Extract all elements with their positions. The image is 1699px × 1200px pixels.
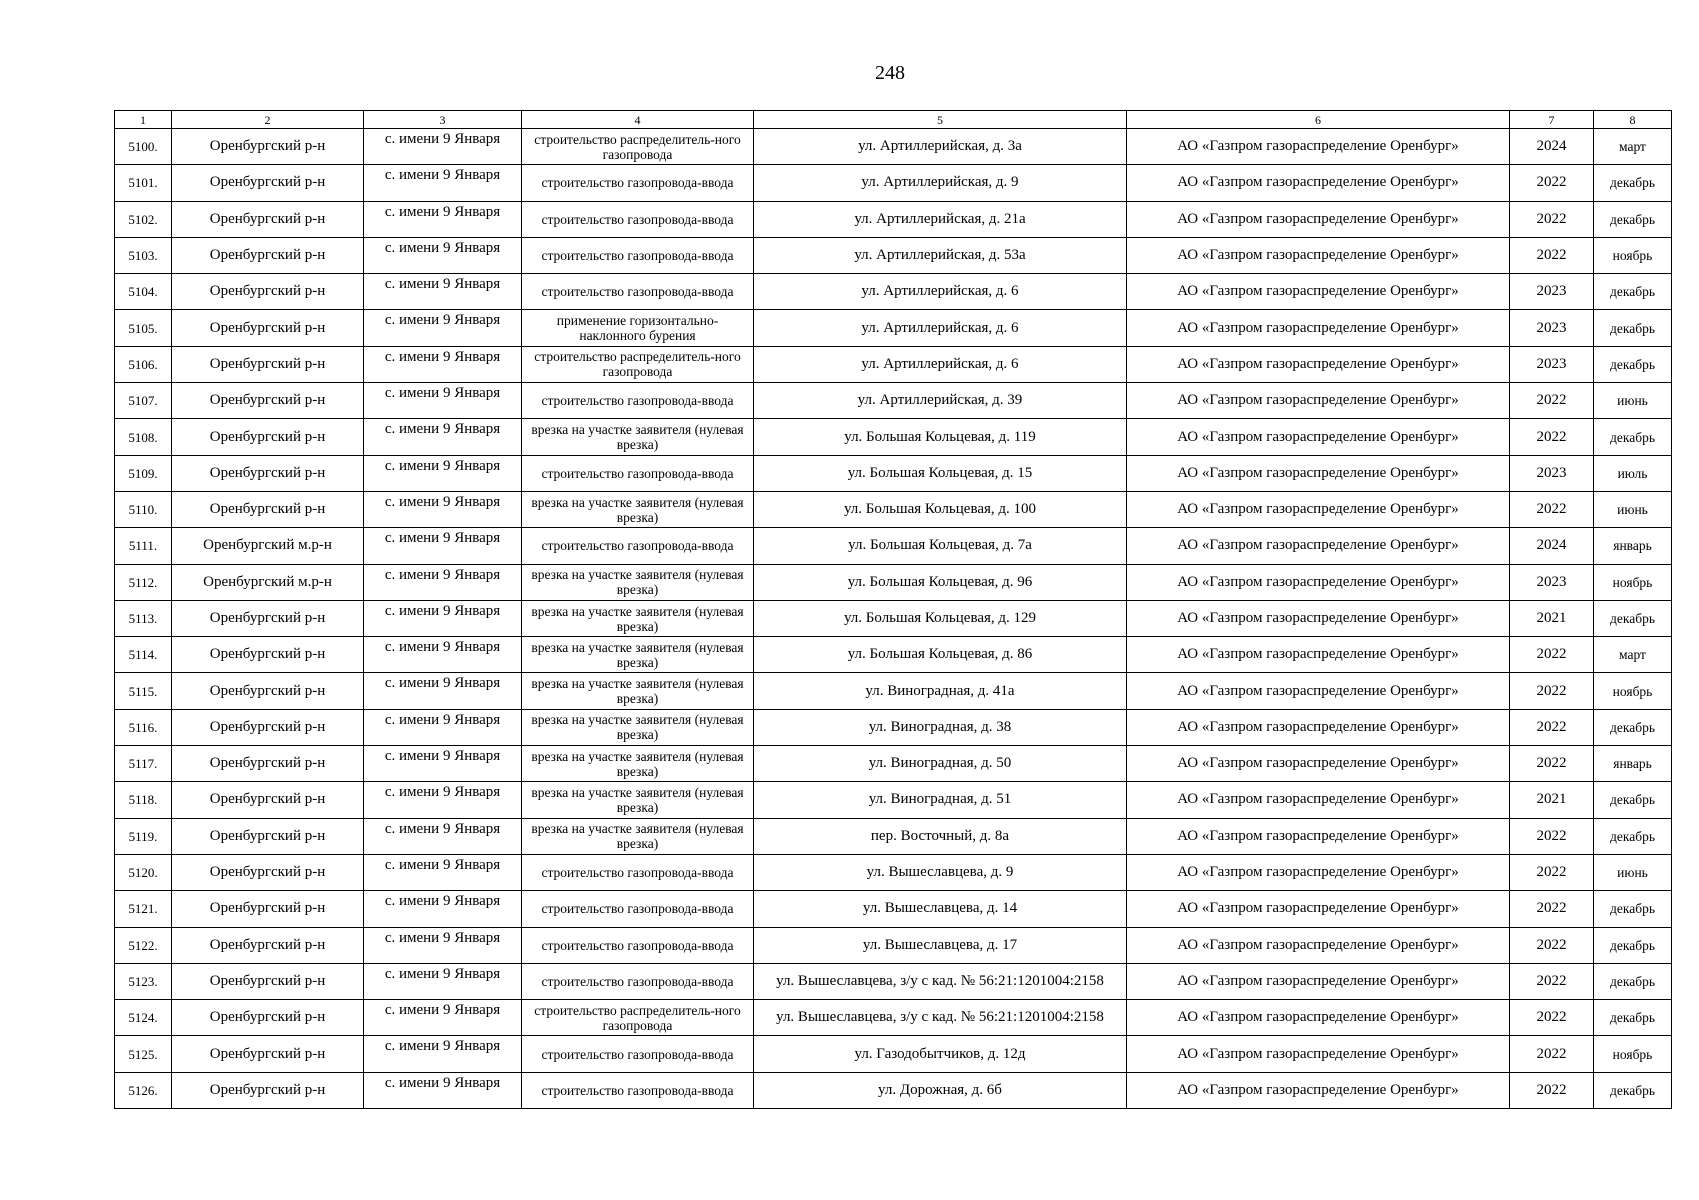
- row-number: 5109.: [115, 455, 172, 491]
- organization-cell: АО «Газпром газораспределение Оренбург»: [1127, 310, 1510, 346]
- table-row: [115, 201, 1672, 237]
- settlement-cell: с. имени 9 Января: [364, 1072, 522, 1108]
- table-row: [115, 310, 1672, 346]
- column-header: 7: [1510, 111, 1594, 129]
- work-type-cell: врезка на участке заявителя (нулевая врезка): [522, 419, 754, 455]
- year-cell: 2022: [1510, 673, 1594, 709]
- address-cell: ул. Виноградная, д. 51: [754, 782, 1127, 818]
- address-cell: ул. Вышеславцева, з/у с кад. № 56:21:1201004:2158: [754, 1000, 1127, 1036]
- address-cell: пер. Восточный, д. 8а: [754, 818, 1127, 854]
- work-type-cell: строительство газопровода-ввода: [522, 274, 754, 310]
- work-type-cell: врезка на участке заявителя (нулевая врезка): [522, 709, 754, 745]
- address-cell: ул. Артиллерийская, д. 6: [754, 274, 1127, 310]
- settlement-cell: с. имени 9 Января: [364, 746, 522, 782]
- address-cell: ул. Виноградная, д. 50: [754, 746, 1127, 782]
- month-cell: декабрь: [1594, 346, 1672, 382]
- row-number: 5125.: [115, 1036, 172, 1072]
- month-cell: ноябрь: [1594, 673, 1672, 709]
- organization-cell: АО «Газпром газораспределение Оренбург»: [1127, 637, 1510, 673]
- address-cell: ул. Большая Кольцевая, д. 100: [754, 491, 1127, 527]
- address-cell: ул. Артиллерийская, д. 53а: [754, 237, 1127, 273]
- work-type-cell: строительство газопровода-ввода: [522, 237, 754, 273]
- district-cell: Оренбургский р-н: [172, 963, 364, 999]
- table-row: [115, 782, 1672, 818]
- year-cell: 2022: [1510, 1036, 1594, 1072]
- settlement-cell: с. имени 9 Января: [364, 600, 522, 636]
- row-number: 5119.: [115, 818, 172, 854]
- district-cell: Оренбургский р-н: [172, 891, 364, 927]
- year-cell: 2022: [1510, 201, 1594, 237]
- year-cell: 2022: [1510, 237, 1594, 273]
- district-cell: Оренбургский р-н: [172, 709, 364, 745]
- month-cell: март: [1594, 637, 1672, 673]
- year-cell: 2022: [1510, 1000, 1594, 1036]
- month-cell: март: [1594, 129, 1672, 165]
- organization-cell: АО «Газпром газораспределение Оренбург»: [1127, 201, 1510, 237]
- table-row: [115, 419, 1672, 455]
- column-header: 3: [364, 111, 522, 129]
- month-cell: декабрь: [1594, 782, 1672, 818]
- address-cell: ул. Большая Кольцевая, д. 15: [754, 455, 1127, 491]
- month-cell: декабрь: [1594, 963, 1672, 999]
- district-cell: Оренбургский р-н: [172, 673, 364, 709]
- settlement-cell: с. имени 9 Января: [364, 818, 522, 854]
- month-cell: ноябрь: [1594, 564, 1672, 600]
- work-type-cell: строительство газопровода-ввода: [522, 1072, 754, 1108]
- district-cell: Оренбургский р-н: [172, 346, 364, 382]
- work-type-cell: строительство газопровода-ввода: [522, 854, 754, 890]
- row-number: 5105.: [115, 310, 172, 346]
- district-cell: Оренбургский р-н: [172, 310, 364, 346]
- work-type-cell: строительство распределитель-ного газопровода: [522, 129, 754, 165]
- address-cell: ул. Артиллерийская, д. 6: [754, 346, 1127, 382]
- district-cell: Оренбургский р-н: [172, 383, 364, 419]
- table-row: [115, 818, 1672, 854]
- month-cell: январь: [1594, 746, 1672, 782]
- settlement-cell: с. имени 9 Января: [364, 491, 522, 527]
- table-row: [115, 528, 1672, 564]
- year-cell: 2022: [1510, 383, 1594, 419]
- work-type-cell: строительство распределитель-ного газопровода: [522, 346, 754, 382]
- address-cell: ул. Артиллерийская, д. 39: [754, 383, 1127, 419]
- work-type-cell: врезка на участке заявителя (нулевая врезка): [522, 491, 754, 527]
- settlement-cell: с. имени 9 Января: [364, 673, 522, 709]
- work-type-cell: врезка на участке заявителя (нулевая врезка): [522, 600, 754, 636]
- address-cell: ул. Виноградная, д. 38: [754, 709, 1127, 745]
- district-cell: Оренбургский р-н: [172, 419, 364, 455]
- organization-cell: АО «Газпром газораспределение Оренбург»: [1127, 237, 1510, 273]
- district-cell: Оренбургский р-н: [172, 201, 364, 237]
- district-cell: Оренбургский р-н: [172, 818, 364, 854]
- year-cell: 2022: [1510, 419, 1594, 455]
- work-type-cell: применение горизонтально-наклонного бурения: [522, 310, 754, 346]
- table-row: [115, 1036, 1672, 1072]
- settlement-cell: с. имени 9 Января: [364, 891, 522, 927]
- work-type-cell: врезка на участке заявителя (нулевая врезка): [522, 637, 754, 673]
- organization-cell: АО «Газпром газораспределение Оренбург»: [1127, 455, 1510, 491]
- address-cell: ул. Артиллерийская, д. 6: [754, 310, 1127, 346]
- row-number: 5114.: [115, 637, 172, 673]
- district-cell: Оренбургский р-н: [172, 129, 364, 165]
- district-cell: Оренбургский р-н: [172, 1000, 364, 1036]
- address-cell: ул. Артиллерийская, д. 9: [754, 165, 1127, 201]
- table-row: [115, 491, 1672, 527]
- table-row: [115, 1000, 1672, 1036]
- table-row: [115, 346, 1672, 382]
- organization-cell: АО «Газпром газораспределение Оренбург»: [1127, 782, 1510, 818]
- month-cell: декабрь: [1594, 818, 1672, 854]
- year-cell: 2022: [1510, 491, 1594, 527]
- year-cell: 2022: [1510, 927, 1594, 963]
- year-cell: 2023: [1510, 564, 1594, 600]
- district-cell: Оренбургский р-н: [172, 927, 364, 963]
- work-type-cell: строительство газопровода-ввода: [522, 165, 754, 201]
- district-cell: Оренбургский р-н: [172, 274, 364, 310]
- row-number: 5100.: [115, 129, 172, 165]
- address-cell: ул. Вышеславцева, з/у с кад. № 56:21:1201004:2158: [754, 963, 1127, 999]
- address-cell: ул. Артиллерийская, д. 3а: [754, 129, 1127, 165]
- year-cell: 2023: [1510, 310, 1594, 346]
- organization-cell: АО «Газпром газораспределение Оренбург»: [1127, 491, 1510, 527]
- column-header: 6: [1127, 111, 1510, 129]
- column-header: 5: [754, 111, 1127, 129]
- table-row: [115, 854, 1672, 890]
- month-cell: декабрь: [1594, 201, 1672, 237]
- settlement-cell: с. имени 9 Января: [364, 1036, 522, 1072]
- table-row: [115, 637, 1672, 673]
- month-cell: ноябрь: [1594, 237, 1672, 273]
- settlement-cell: с. имени 9 Января: [364, 963, 522, 999]
- row-number: 5113.: [115, 600, 172, 636]
- table-row: [115, 927, 1672, 963]
- work-type-cell: строительство газопровода-ввода: [522, 383, 754, 419]
- month-cell: июнь: [1594, 491, 1672, 527]
- address-cell: ул. Большая Кольцевая, д. 129: [754, 600, 1127, 636]
- year-cell: 2021: [1510, 600, 1594, 636]
- row-number: 5108.: [115, 419, 172, 455]
- year-cell: 2024: [1510, 528, 1594, 564]
- settlement-cell: с. имени 9 Января: [364, 383, 522, 419]
- organization-cell: АО «Газпром газораспределение Оренбург»: [1127, 600, 1510, 636]
- row-number: 5115.: [115, 673, 172, 709]
- address-cell: ул. Большая Кольцевая, д. 96: [754, 564, 1127, 600]
- year-cell: 2022: [1510, 854, 1594, 890]
- address-cell: ул. Вышеславцева, д. 9: [754, 854, 1127, 890]
- settlement-cell: с. имени 9 Января: [364, 854, 522, 890]
- month-cell: декабрь: [1594, 709, 1672, 745]
- organization-cell: АО «Газпром газораспределение Оренбург»: [1127, 346, 1510, 382]
- organization-cell: АО «Газпром газораспределение Оренбург»: [1127, 1000, 1510, 1036]
- row-number: 5102.: [115, 201, 172, 237]
- row-number: 5107.: [115, 383, 172, 419]
- table-row: [115, 165, 1672, 201]
- work-type-cell: строительство газопровода-ввода: [522, 1036, 754, 1072]
- gasification-table: [114, 110, 1672, 1109]
- settlement-cell: с. имени 9 Января: [364, 346, 522, 382]
- district-cell: Оренбургский р-н: [172, 1036, 364, 1072]
- year-cell: 2022: [1510, 891, 1594, 927]
- organization-cell: АО «Газпром газораспределение Оренбург»: [1127, 818, 1510, 854]
- district-cell: Оренбургский м.р-н: [172, 528, 364, 564]
- district-cell: Оренбургский р-н: [172, 455, 364, 491]
- row-number: 5112.: [115, 564, 172, 600]
- settlement-cell: с. имени 9 Января: [364, 1000, 522, 1036]
- row-number: 5101.: [115, 165, 172, 201]
- district-cell: Оренбургский р-н: [172, 637, 364, 673]
- settlement-cell: с. имени 9 Января: [364, 201, 522, 237]
- table-row: [115, 1072, 1672, 1108]
- row-number: 5104.: [115, 274, 172, 310]
- year-cell: 2024: [1510, 129, 1594, 165]
- organization-cell: АО «Газпром газораспределение Оренбург»: [1127, 963, 1510, 999]
- work-type-cell: строительство газопровода-ввода: [522, 963, 754, 999]
- work-type-cell: врезка на участке заявителя (нулевая врезка): [522, 818, 754, 854]
- settlement-cell: с. имени 9 Января: [364, 419, 522, 455]
- row-number: 5106.: [115, 346, 172, 382]
- table-row: [115, 709, 1672, 745]
- address-cell: ул. Большая Кольцевая, д. 86: [754, 637, 1127, 673]
- settlement-cell: с. имени 9 Января: [364, 237, 522, 273]
- row-number: 5122.: [115, 927, 172, 963]
- work-type-cell: строительство распределитель-ного газопровода: [522, 1000, 754, 1036]
- table-row: [115, 455, 1672, 491]
- year-cell: 2023: [1510, 346, 1594, 382]
- address-cell: ул. Вышеславцева, д. 14: [754, 891, 1127, 927]
- district-cell: Оренбургский р-н: [172, 1072, 364, 1108]
- address-cell: ул. Артиллерийская, д. 21а: [754, 201, 1127, 237]
- row-number: 5124.: [115, 1000, 172, 1036]
- month-cell: январь: [1594, 528, 1672, 564]
- settlement-cell: с. имени 9 Января: [364, 129, 522, 165]
- organization-cell: АО «Газпром газораспределение Оренбург»: [1127, 564, 1510, 600]
- month-cell: июнь: [1594, 854, 1672, 890]
- table-row: [115, 564, 1672, 600]
- district-cell: Оренбургский р-н: [172, 782, 364, 818]
- column-header: 4: [522, 111, 754, 129]
- year-cell: 2022: [1510, 746, 1594, 782]
- row-number: 5103.: [115, 237, 172, 273]
- year-cell: 2022: [1510, 637, 1594, 673]
- row-number: 5118.: [115, 782, 172, 818]
- month-cell: декабрь: [1594, 274, 1672, 310]
- table-row: [115, 274, 1672, 310]
- month-cell: декабрь: [1594, 1072, 1672, 1108]
- row-number: 5110.: [115, 491, 172, 527]
- page-number: 248: [875, 62, 905, 84]
- table-row: [115, 129, 1672, 165]
- district-cell: Оренбургский м.р-н: [172, 564, 364, 600]
- column-header: 2: [172, 111, 364, 129]
- work-type-cell: строительство газопровода-ввода: [522, 528, 754, 564]
- district-cell: Оренбургский р-н: [172, 237, 364, 273]
- row-number: 5120.: [115, 854, 172, 890]
- organization-cell: АО «Газпром газораспределение Оренбург»: [1127, 129, 1510, 165]
- organization-cell: АО «Газпром газораспределение Оренбург»: [1127, 854, 1510, 890]
- organization-cell: АО «Газпром газораспределение Оренбург»: [1127, 927, 1510, 963]
- organization-cell: АО «Газпром газораспределение Оренбург»: [1127, 165, 1510, 201]
- work-type-cell: строительство газопровода-ввода: [522, 201, 754, 237]
- row-number: 5117.: [115, 746, 172, 782]
- settlement-cell: с. имени 9 Января: [364, 564, 522, 600]
- work-type-cell: врезка на участке заявителя (нулевая врезка): [522, 564, 754, 600]
- row-number: 5123.: [115, 963, 172, 999]
- work-type-cell: строительство газопровода-ввода: [522, 455, 754, 491]
- organization-cell: АО «Газпром газораспределение Оренбург»: [1127, 709, 1510, 745]
- organization-cell: АО «Газпром газораспределение Оренбург»: [1127, 419, 1510, 455]
- year-cell: 2022: [1510, 165, 1594, 201]
- row-number: 5121.: [115, 891, 172, 927]
- settlement-cell: с. имени 9 Января: [364, 455, 522, 491]
- row-number: 5116.: [115, 709, 172, 745]
- header-row: [115, 111, 1672, 129]
- month-cell: декабрь: [1594, 310, 1672, 346]
- settlement-cell: с. имени 9 Января: [364, 310, 522, 346]
- table-row: [115, 891, 1672, 927]
- district-cell: Оренбургский р-н: [172, 854, 364, 890]
- work-type-cell: строительство газопровода-ввода: [522, 891, 754, 927]
- work-type-cell: строительство газопровода-ввода: [522, 927, 754, 963]
- table-row: [115, 237, 1672, 273]
- year-cell: 2022: [1510, 1072, 1594, 1108]
- table-row: [115, 746, 1672, 782]
- year-cell: 2022: [1510, 709, 1594, 745]
- settlement-cell: с. имени 9 Января: [364, 165, 522, 201]
- month-cell: декабрь: [1594, 419, 1672, 455]
- address-cell: ул. Большая Кольцевая, д. 7а: [754, 528, 1127, 564]
- month-cell: декабрь: [1594, 1000, 1672, 1036]
- month-cell: июнь: [1594, 383, 1672, 419]
- organization-cell: АО «Газпром газораспределение Оренбург»: [1127, 1036, 1510, 1072]
- settlement-cell: с. имени 9 Января: [364, 274, 522, 310]
- year-cell: 2023: [1510, 274, 1594, 310]
- district-cell: Оренбургский р-н: [172, 746, 364, 782]
- organization-cell: АО «Газпром газораспределение Оренбург»: [1127, 1072, 1510, 1108]
- month-cell: декабрь: [1594, 165, 1672, 201]
- work-type-cell: врезка на участке заявителя (нулевая врезка): [522, 782, 754, 818]
- column-header: 8: [1594, 111, 1672, 129]
- month-cell: декабрь: [1594, 927, 1672, 963]
- organization-cell: АО «Газпром газораспределение Оренбург»: [1127, 528, 1510, 564]
- year-cell: 2022: [1510, 818, 1594, 854]
- district-cell: Оренбургский р-н: [172, 491, 364, 527]
- month-cell: июль: [1594, 455, 1672, 491]
- table-row: [115, 600, 1672, 636]
- year-cell: 2021: [1510, 782, 1594, 818]
- month-cell: декабрь: [1594, 891, 1672, 927]
- month-cell: ноябрь: [1594, 1036, 1672, 1072]
- district-cell: Оренбургский р-н: [172, 165, 364, 201]
- table-row: [115, 673, 1672, 709]
- organization-cell: АО «Газпром газораспределение Оренбург»: [1127, 746, 1510, 782]
- address-cell: ул. Большая Кольцевая, д. 119: [754, 419, 1127, 455]
- address-cell: ул. Вышеславцева, д. 17: [754, 927, 1127, 963]
- settlement-cell: с. имени 9 Января: [364, 637, 522, 673]
- year-cell: 2022: [1510, 963, 1594, 999]
- organization-cell: АО «Газпром газораспределение Оренбург»: [1127, 673, 1510, 709]
- table-row: [115, 963, 1672, 999]
- work-type-cell: врезка на участке заявителя (нулевая врезка): [522, 746, 754, 782]
- address-cell: ул. Газодобытчиков, д. 12д: [754, 1036, 1127, 1072]
- year-cell: 2023: [1510, 455, 1594, 491]
- row-number: 5126.: [115, 1072, 172, 1108]
- settlement-cell: с. имени 9 Января: [364, 528, 522, 564]
- organization-cell: АО «Газпром газораспределение Оренбург»: [1127, 891, 1510, 927]
- work-type-cell: врезка на участке заявителя (нулевая врезка): [522, 673, 754, 709]
- settlement-cell: с. имени 9 Января: [364, 782, 522, 818]
- settlement-cell: с. имени 9 Января: [364, 927, 522, 963]
- organization-cell: АО «Газпром газораспределение Оренбург»: [1127, 383, 1510, 419]
- row-number: 5111.: [115, 528, 172, 564]
- month-cell: декабрь: [1594, 600, 1672, 636]
- district-cell: Оренбургский р-н: [172, 600, 364, 636]
- table-row: [115, 383, 1672, 419]
- organization-cell: АО «Газпром газораспределение Оренбург»: [1127, 274, 1510, 310]
- column-header: 1: [115, 111, 172, 129]
- address-cell: ул. Виноградная, д. 41а: [754, 673, 1127, 709]
- settlement-cell: с. имени 9 Января: [364, 709, 522, 745]
- address-cell: ул. Дорожная, д. 6б: [754, 1072, 1127, 1108]
